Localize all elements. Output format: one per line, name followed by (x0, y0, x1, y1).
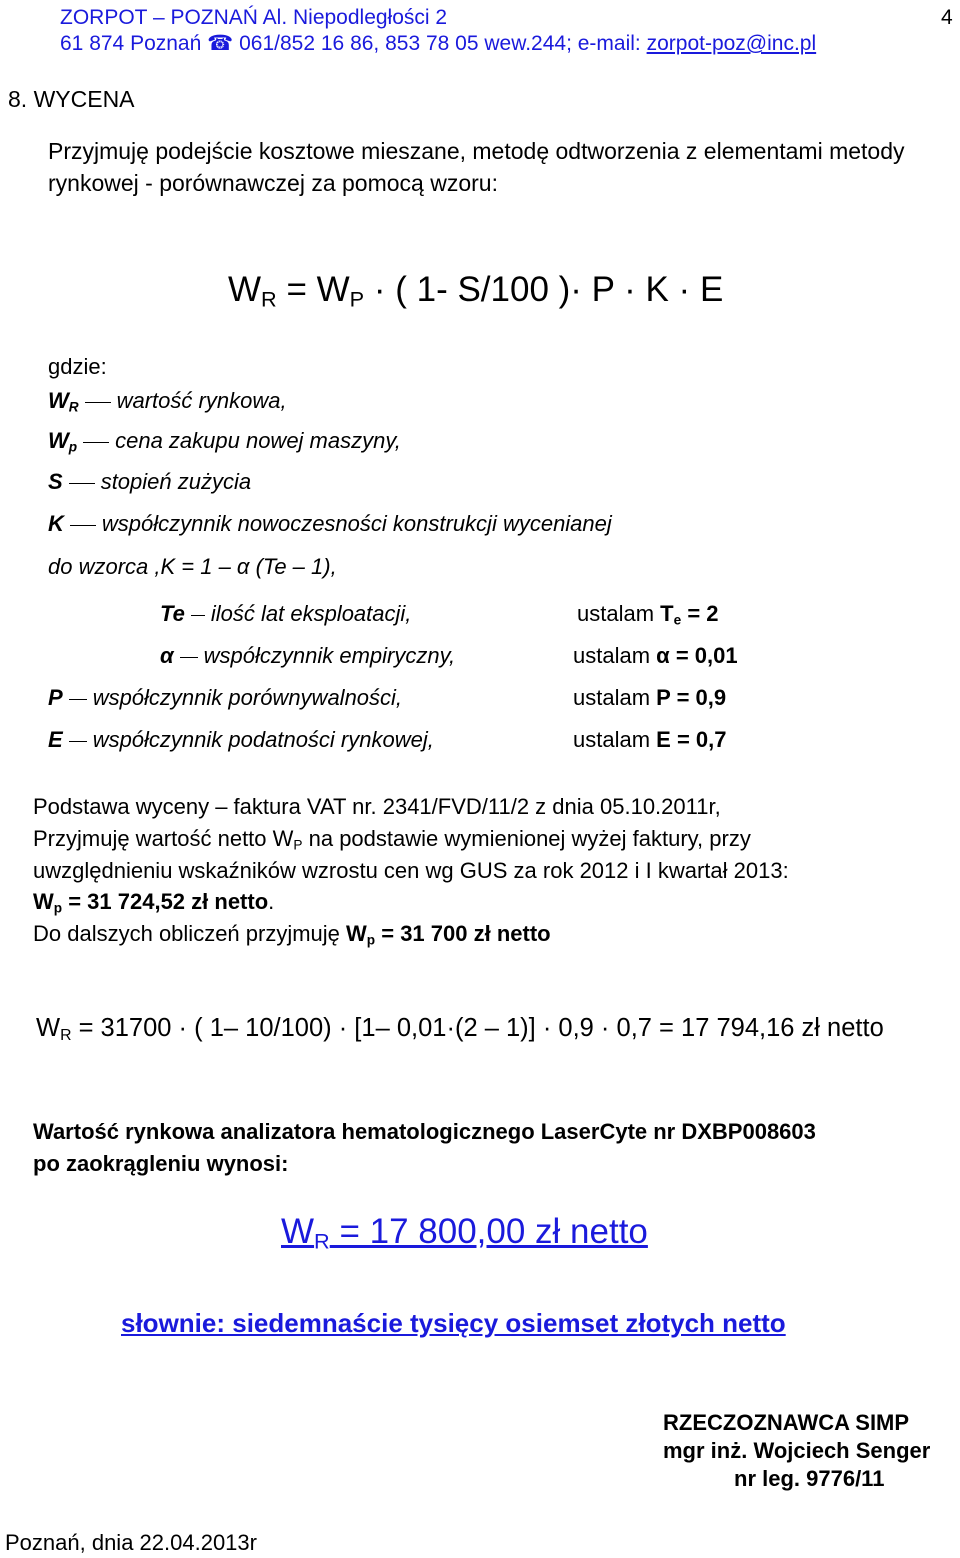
basis-line-4: $W_p = 31$ 724,52 zł netto. (33, 889, 275, 916)
where-label: gdzie: (48, 354, 107, 379)
telephone-icon: ☎ (207, 32, 234, 55)
k-formula-line: do wzorca ,K = 1 – α (Te – 1), (48, 554, 337, 579)
basis-line-1: Podstawa wyceny – faktura VAT nr. 2341/FVD/11/2 z dnia 05.10.2011r, (33, 794, 721, 819)
where-item-wp: $W_p$ cena zakupu nowej maszyny, (48, 428, 401, 455)
param-e-desc: E współczynnik podatności rynkowej, (48, 727, 434, 752)
basis-line-5: Do dalszych obliczeń przyjmuję $W_p = 31$ 700 zł netto (33, 921, 551, 948)
footer-place-date: Poznań, dnia 22.04.2013r (5, 1530, 257, 1555)
header-email-link[interactable]: zorpot-poz@inc.pl (646, 32, 817, 55)
intro-line-2: rynkowej - porównawczej za pomocą wzoru: (48, 170, 498, 196)
calculation-line: $W_R = 31700$ · ( 1– 10/100) · [1– 0,01·(2 – 1)] · 0,9 · 0,7 = 17 794,16 zł netto (36, 1014, 884, 1044)
header-company: ZORPOT – POZNAŃ Al. Niepodległości 2 (60, 6, 448, 29)
header-address: 61 874 Poznań (60, 32, 208, 55)
conclusion-line-2: po zaokrągleniu wynosi: (33, 1151, 289, 1176)
where-item-wr: $W_R$ wartość rynkowa, (48, 388, 287, 415)
intro-line-1: Przyjmuję podejście kosztowe mieszane, metodę odtworzenia z elementami metody (48, 138, 905, 164)
final-value: $W_R = 17$ 800,00 zł netto (281, 1212, 648, 1254)
main-formula: $W_R = W_P$ · ( 1- S/100 )· P · K · E (228, 270, 724, 312)
conclusion-line-1: Wartość rynkowa analizatora hematologicznego LaserCyte nr DXBP008603 (33, 1119, 816, 1144)
signature-title: RZECZOZNAWCA SIMP (663, 1410, 910, 1435)
where-item-s: S stopień zużycia (48, 469, 252, 494)
basis-line-3: uwzględnieniu wskaźników wzrostu cen wg GUS za rok 2012 i I kwartał 2013: (33, 858, 789, 883)
where-item-k: K współczynnik nowoczesności konstrukcji wycenianej (48, 511, 612, 536)
header-company-line (60, 6, 447, 30)
header-phones: 061/852 16 86, 853 78 05 wew.244; e-mail: (233, 32, 647, 55)
param-te-value: ustalam $T_e = 2$ (577, 601, 719, 628)
section-title: 8. WYCENA (8, 86, 135, 112)
param-alpha-value: ustalam α = 0,01 (573, 643, 738, 668)
signature-license: nr leg. 9776/11 (734, 1466, 885, 1491)
header-contact-line (60, 32, 816, 56)
param-e-value: ustalam E = 0,7 (573, 727, 727, 752)
param-p-value: ustalam P = 0,9 (573, 685, 727, 710)
param-te-desc: Te ilość lat eksploatacji, (160, 601, 412, 626)
param-alpha-desc: α współczynnik empiryczny, (160, 643, 456, 668)
param-p-desc: P współczynnik porównywalności, (48, 685, 403, 710)
page-number: 4 (941, 6, 953, 29)
value-in-words: słownie: siedemnaście tysięcy osiemset złotych netto (121, 1308, 786, 1338)
basis-line-2: Przyjmuję wartość netto $W_P$ na podstawie wymienionej wyżej faktury, przy (33, 826, 751, 853)
signature-name: mgr inż. Wojciech Senger (663, 1438, 931, 1463)
